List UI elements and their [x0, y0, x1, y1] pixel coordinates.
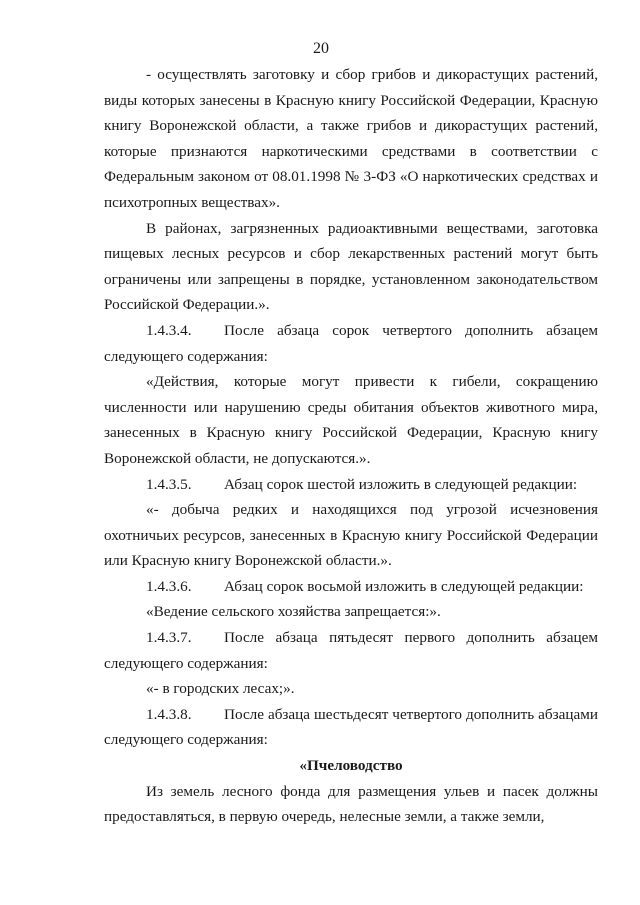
clause-text: Абзац сорок восьмой изложить в следующей редакции:	[224, 577, 584, 595]
clause-text: После абзаца сорок четвертого дополнить абзацем следующего содержания:	[104, 321, 598, 365]
clause-1-4-3-4-content: «Действия, которые могут привести к гибели, сокращению численности или нарушению среды обитания объектов животного мира, занесенных в Красную книгу Российской Федерации, Красную книгу Воронежской области, не допускаются.».	[104, 373, 598, 467]
clause-1-4-3-6-content: «Ведение сельского хозяйства запрещается:».	[146, 603, 441, 621]
clause-text: После абзаца пятьдесят первого дополнить абзацем следующего содержания:	[104, 629, 598, 672]
clause-number: 1.4.3.8.	[146, 705, 192, 723]
paragraph-mushroom-harvest: - осуществлять заготовку и сбор грибов и дикорастущих растений, виды которых занесены в Красную книгу Российской Федерации, Красную книгу Воронежской области, а также грибов и дикорастущих растений, которые признаются наркотическими средствами в соответствии с Федеральным законом от 08.01.1998 № 3-ФЗ «О наркотических средствах и психотропных веществах».	[104, 66, 598, 211]
clause-number: 1.4.3.4.	[146, 321, 192, 339]
clause-number: 1.4.3.7.	[146, 629, 192, 647]
clause-1-4-3-7	[104, 625, 598, 676]
paragraph-radioactive-areas: В районах, загрязненных радиоактивными веществами, заготовка пищевых лесных ресурсов и сбор лекарственных растений могут быть ограничены или запрещены в порядке, установленном законодательством Российской Федерации.».	[104, 219, 598, 314]
clause-1-4-3-4	[104, 318, 598, 369]
clause-text: Абзац сорок шестой изложить в следующей редакции:	[224, 475, 578, 493]
clause-1-4-3-5	[104, 472, 598, 498]
clause-1-4-3-5-content: «- добыча редких и находящихся под угрозой исчезновения охотничьих ресурсов, занесенных в Красную книгу Российской Федерации или Красную книгу Воронежской области.».	[104, 501, 598, 570]
page-number: 20	[313, 40, 329, 57]
section-heading: «Пчеловодство	[299, 757, 403, 775]
clause-1-4-3-7-content: «- в городских лесах;».	[146, 680, 295, 698]
paragraph-beekeeping: Из земель лесного фонда для размещения ульев и пасек должны предоставляться, в первую очередь, нелесные земли, а также земли,	[104, 782, 598, 826]
clause-1-4-3-6	[104, 574, 598, 600]
clause-1-4-3-8	[104, 702, 598, 753]
clause-number: 1.4.3.5.	[146, 475, 192, 493]
clause-text: После абзаца шестьдесят четвертого дополнить абзацами следующего содержания:	[104, 705, 598, 749]
clause-number: 1.4.3.6.	[146, 577, 192, 595]
